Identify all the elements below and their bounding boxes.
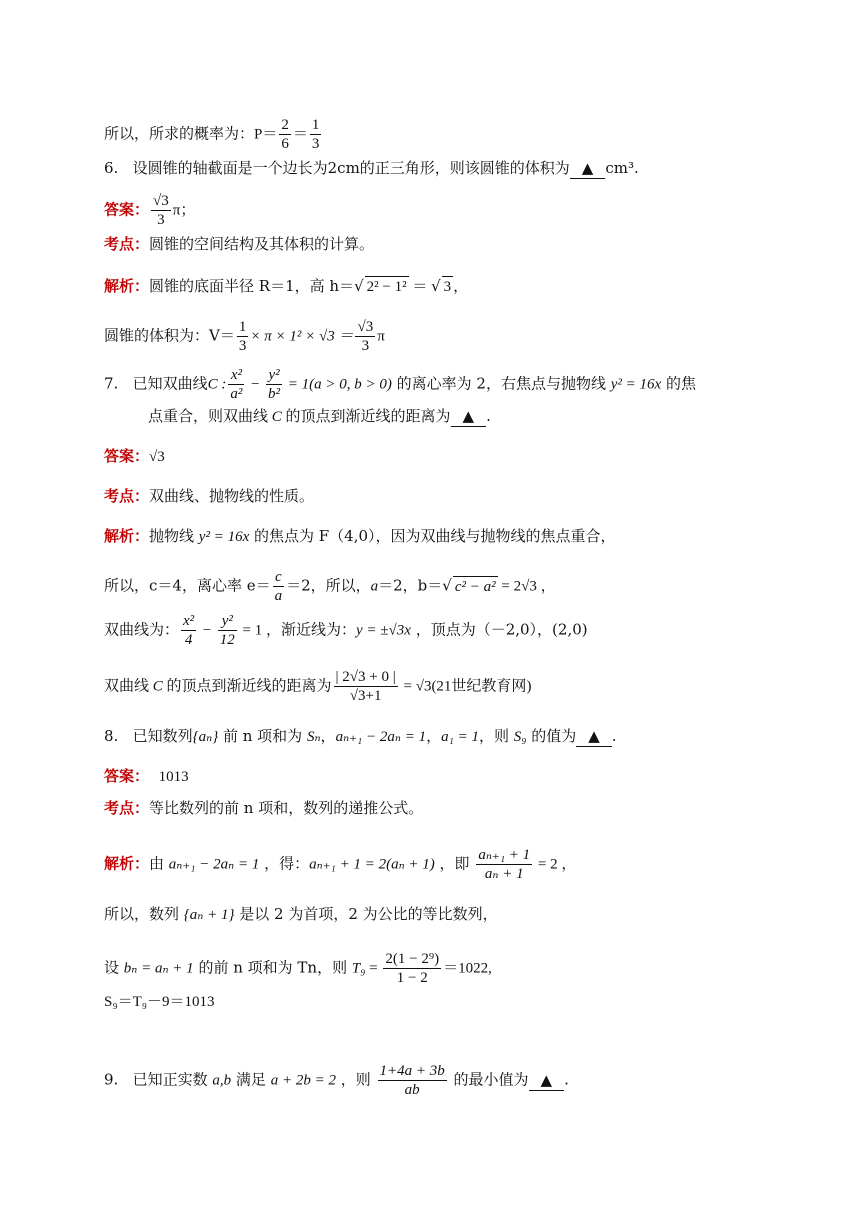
q7-j1m: y² = 16x [198,529,250,545]
q6-radicand: 2² − 1² [365,276,409,297]
q7-ecc-den: a [274,588,283,604]
q8-j2m: {aₙ + 1} [183,907,235,923]
q7-j2c: a [370,578,379,595]
q6-answer-label: 答案： [104,200,150,219]
q8-answer-blank: ▲ [576,726,612,747]
q7-j2b: ＝2，所以， [286,576,371,595]
q7-hyp-frac-1 [181,612,196,649]
q7-text-3: 的焦 [661,374,696,393]
q7-c: C : [207,376,227,393]
q6-vol-num: 1 [238,319,247,335]
q8-jiexi-4 [104,992,214,1012]
q8-j2b: 是以 2 为首项，2 为公比的等比数列， [234,905,498,923]
q7-period: . [486,407,491,425]
q8-answer-label: 答案： [104,767,150,785]
q8-t6: 的值为 [526,727,577,745]
q7-jiexi-label: 解析： [104,527,150,545]
q9-num: 1+4a + 3b [379,1063,445,1079]
q7-jiexi-1 [104,526,616,547]
q8-ratio-den: aₙ + 1 [484,866,524,882]
q6-vol-den: 3 [238,338,247,354]
q6-volume-fraction-2 [355,318,375,355]
q6-vol2-num: √3 [357,319,374,335]
q7-a2: a² [230,386,243,402]
q5-fraction-1 [279,116,291,153]
q8-number: 8. [104,727,119,745]
q9-t4: 的最小值为 [448,1070,529,1089]
q7-jiexi-2 [104,568,556,605]
q6-answer-fraction [151,192,171,229]
q7-cond: = 1(a > 0, b > 0) [284,376,392,393]
q8-recurrence: aₙ₊₁ − 2aₙ = 1 [335,729,427,745]
q6-kaodian-text: 圆锥的空间结构及其体积的计算。 [149,235,375,253]
q7-j1a: 抛物线 [149,527,199,545]
q6-answer-blank: ▲ [570,158,606,179]
q5-conclusion [104,116,323,153]
q7-dist-num: | 2√3 + 0 | [335,669,396,685]
q7-hyp-minus: − [198,622,216,639]
q8-answer-value: 1013 [158,769,189,785]
q6-answer-tail: π； [172,202,196,219]
q6-answer [104,192,195,229]
q5-frac2-den: 3 [311,136,320,152]
q6-eq: ＝ [408,279,432,295]
q9-ab: a,b [212,1072,232,1089]
q7-j3a: 双曲线为： [104,620,180,639]
q6-jiexi-2 [104,318,385,355]
q5-frac1-den: 6 [281,136,289,152]
q6-volume-product: × π × 1² × √3 ＝ [250,328,354,345]
q8-t1: 已知数列 [132,727,193,745]
q8-j3a: 设 [104,958,124,977]
q7-asymptote: y = ±√3x [356,622,411,639]
q8-ratio-num: aₙ₊₁ + 1 [478,847,531,863]
q7-hyp-d2: 12 [219,632,235,648]
q8-kaodian-label: 考点： [104,799,150,817]
q8-jiexi-label: 解析： [104,854,150,873]
q8-sum-num: 2(1 − 2⁹) [385,951,440,967]
q8-seq: {aₙ} [192,729,219,745]
q6-unit: cm³. [605,159,639,177]
q5-fraction-2 [310,116,322,153]
q6-question [104,158,639,179]
q8-jiexi-1 [104,846,576,883]
q7-ecc-num: c [273,568,285,587]
q9-number: 9. [104,1070,119,1089]
q8-j1m1: aₙ₊₁ − 2aₙ = 1 [168,856,260,873]
q6-pi: π [377,328,385,345]
q7-minus: − [246,376,265,393]
q6-jiexi-text: 圆锥的底面半径 R＝1，高 h＝ [149,277,355,295]
q5-equals: ＝ [292,126,308,143]
q7-answer-blank: ▲ [451,406,487,427]
q8-a1: a₁ = 1 [441,729,479,745]
q7-text-1: 已知双曲线 [132,374,208,393]
q8-j3c: ＝1022, [443,960,492,977]
q6-kaodian-label: 考点： [104,235,150,253]
q7-c2: C [268,409,286,425]
q7-frac-x [228,366,244,403]
q7-parabola: y² = 16x [610,376,662,393]
q6-number: 6. [104,159,119,177]
radical-icon: √ [354,277,364,295]
q8-t4: ， [426,727,442,745]
q7-ecc-fraction [273,568,285,605]
q7-frac-y [266,366,282,403]
q9-t2: 满足 [231,1070,271,1089]
q7-b2: b² [268,386,281,402]
radical-icon: √ [442,576,452,595]
q6-comma: ， [453,277,469,295]
q7-hyp-d1: 4 [184,632,193,648]
q8-t2: 前 n 项和为 [218,727,307,745]
q7-j2a: 所以，c＝4，离心率 e＝ [104,576,271,595]
q8-jiexi-3 [104,950,492,987]
q7-kaodian [104,486,314,506]
q6-answer-num: √3 [153,193,169,209]
q5-p-label: P＝ [254,126,278,143]
q7-hyp-n2: y² [218,612,237,631]
q7-text-4b: 的顶点到渐近线的距离为 [285,407,451,425]
q7-answer-label: 答案： [104,447,150,465]
q8-sum-fraction [383,950,441,987]
radical-icon: √ [431,277,441,295]
q5-frac1-num: 2 [281,117,289,133]
q7-question-1 [104,366,696,403]
q8-j3m: bₙ = aₙ + 1 [123,960,194,977]
q7-j2d2: ＝2，b＝ [378,576,443,595]
q7-jiexi-4 [104,668,531,705]
q8-final: S₉＝T₉－9＝1013 [104,994,215,1010]
q7-answer-value: √3 [149,449,165,465]
q8-jiexi-2 [104,904,498,925]
q8-t9: T₉ [351,960,366,977]
q7-dist-den: √3+1 [349,688,382,704]
q8-question [104,726,617,747]
q9-den: ab [404,1082,420,1098]
q9-t1: 已知正实数 [132,1070,213,1089]
q6-volume-fraction [237,318,249,355]
q7-x2: x² [228,366,244,385]
q7-j4c: C [149,678,167,695]
q9-cond: a + 2b = 2 [270,1072,336,1089]
q8-eq: = [365,960,382,977]
q6-vol2-den: 3 [361,338,370,354]
q7-distance-fraction [334,668,398,705]
q8-sum-den: 1 − 2 [396,970,428,986]
q7-number: 7. [104,374,119,393]
q8-t3: ， [320,727,336,745]
q8-t5: ，则 [478,727,514,745]
q8-answer [104,766,189,787]
q8-j3b: 的前 n 项和为 Tn，则 [193,958,352,977]
q8-j1b: ，得： [259,854,310,873]
q8-s9: S₉ [513,729,527,745]
q8-j1m2: aₙ₊₁ + 1 = 2(aₙ + 1) [309,856,435,873]
q8-kaodian [104,798,423,818]
q6-text: 设圆锥的轴截面是一个边长为2cm的正三角形，则该圆锥的体积为 [132,159,570,177]
q8-j1e: = 2 ， [534,856,577,873]
q6-result: 3 [442,276,454,297]
q5-frac2-num: 1 [311,117,320,133]
q8-kaodian-text: 等比数列的前 n 项和，数列的递推公式。 [149,799,424,817]
q7-hyp-frac-2 [218,612,237,649]
q7-y2: y² [266,366,282,385]
q7-j2e: = 2√3 ， [497,578,556,595]
q8-period: . [611,727,617,745]
q8-j1c: ，即 [434,854,475,873]
q7-question-2 [148,406,491,427]
q7-j3c: ，顶点为（－2,0），(2,0) [410,620,588,639]
q7-jiexi-3 [104,612,588,649]
q7-j4b: 的顶点到渐近线的距离为 [166,676,332,695]
q7-kaodian-label: 考点： [104,487,150,505]
q7-kaodian-text: 双曲线、抛物线的性质。 [149,487,315,505]
q6-answer-den: 3 [157,212,165,228]
q7-text-4a: 点重合，则双曲线 [148,407,269,425]
q8-ratio-fraction [476,846,532,883]
q9-question [104,1062,569,1099]
q6-volume-text: 圆锥的体积为：V＝ [104,326,235,345]
q8-sn: Sₙ [306,729,321,745]
q7-j4a: 双曲线 [104,676,150,695]
q6-kaodian [104,234,374,254]
q9-answer-blank: ▲ [529,1070,565,1091]
q5-conclusion-text: 所以，所求的概率为： [104,124,255,143]
q6-jiexi-1 [104,276,468,297]
q7-j3b: = 1 ，渐近线为： [238,622,357,639]
q7-j1b: 的焦点为 F（4,0），因为双曲线与抛物线的焦点重合， [249,527,616,545]
q9-period: . [564,1070,569,1089]
q6-jiexi-label: 解析： [104,277,150,295]
q7-j4e: = √3(21世纪教育网) [399,678,532,695]
q7-answer [104,446,165,467]
q8-j2a: 所以，数列 [104,905,184,923]
q9-t3: ，则 [335,1070,376,1089]
q7-radicand: c² − a² [453,576,498,597]
q7-hyp-n1: x² [183,613,195,629]
q7-text-2: 的离心率为 2，右焦点与抛物线 [391,374,611,393]
q9-fraction [378,1062,447,1099]
q8-j1a: 由 [149,854,169,873]
